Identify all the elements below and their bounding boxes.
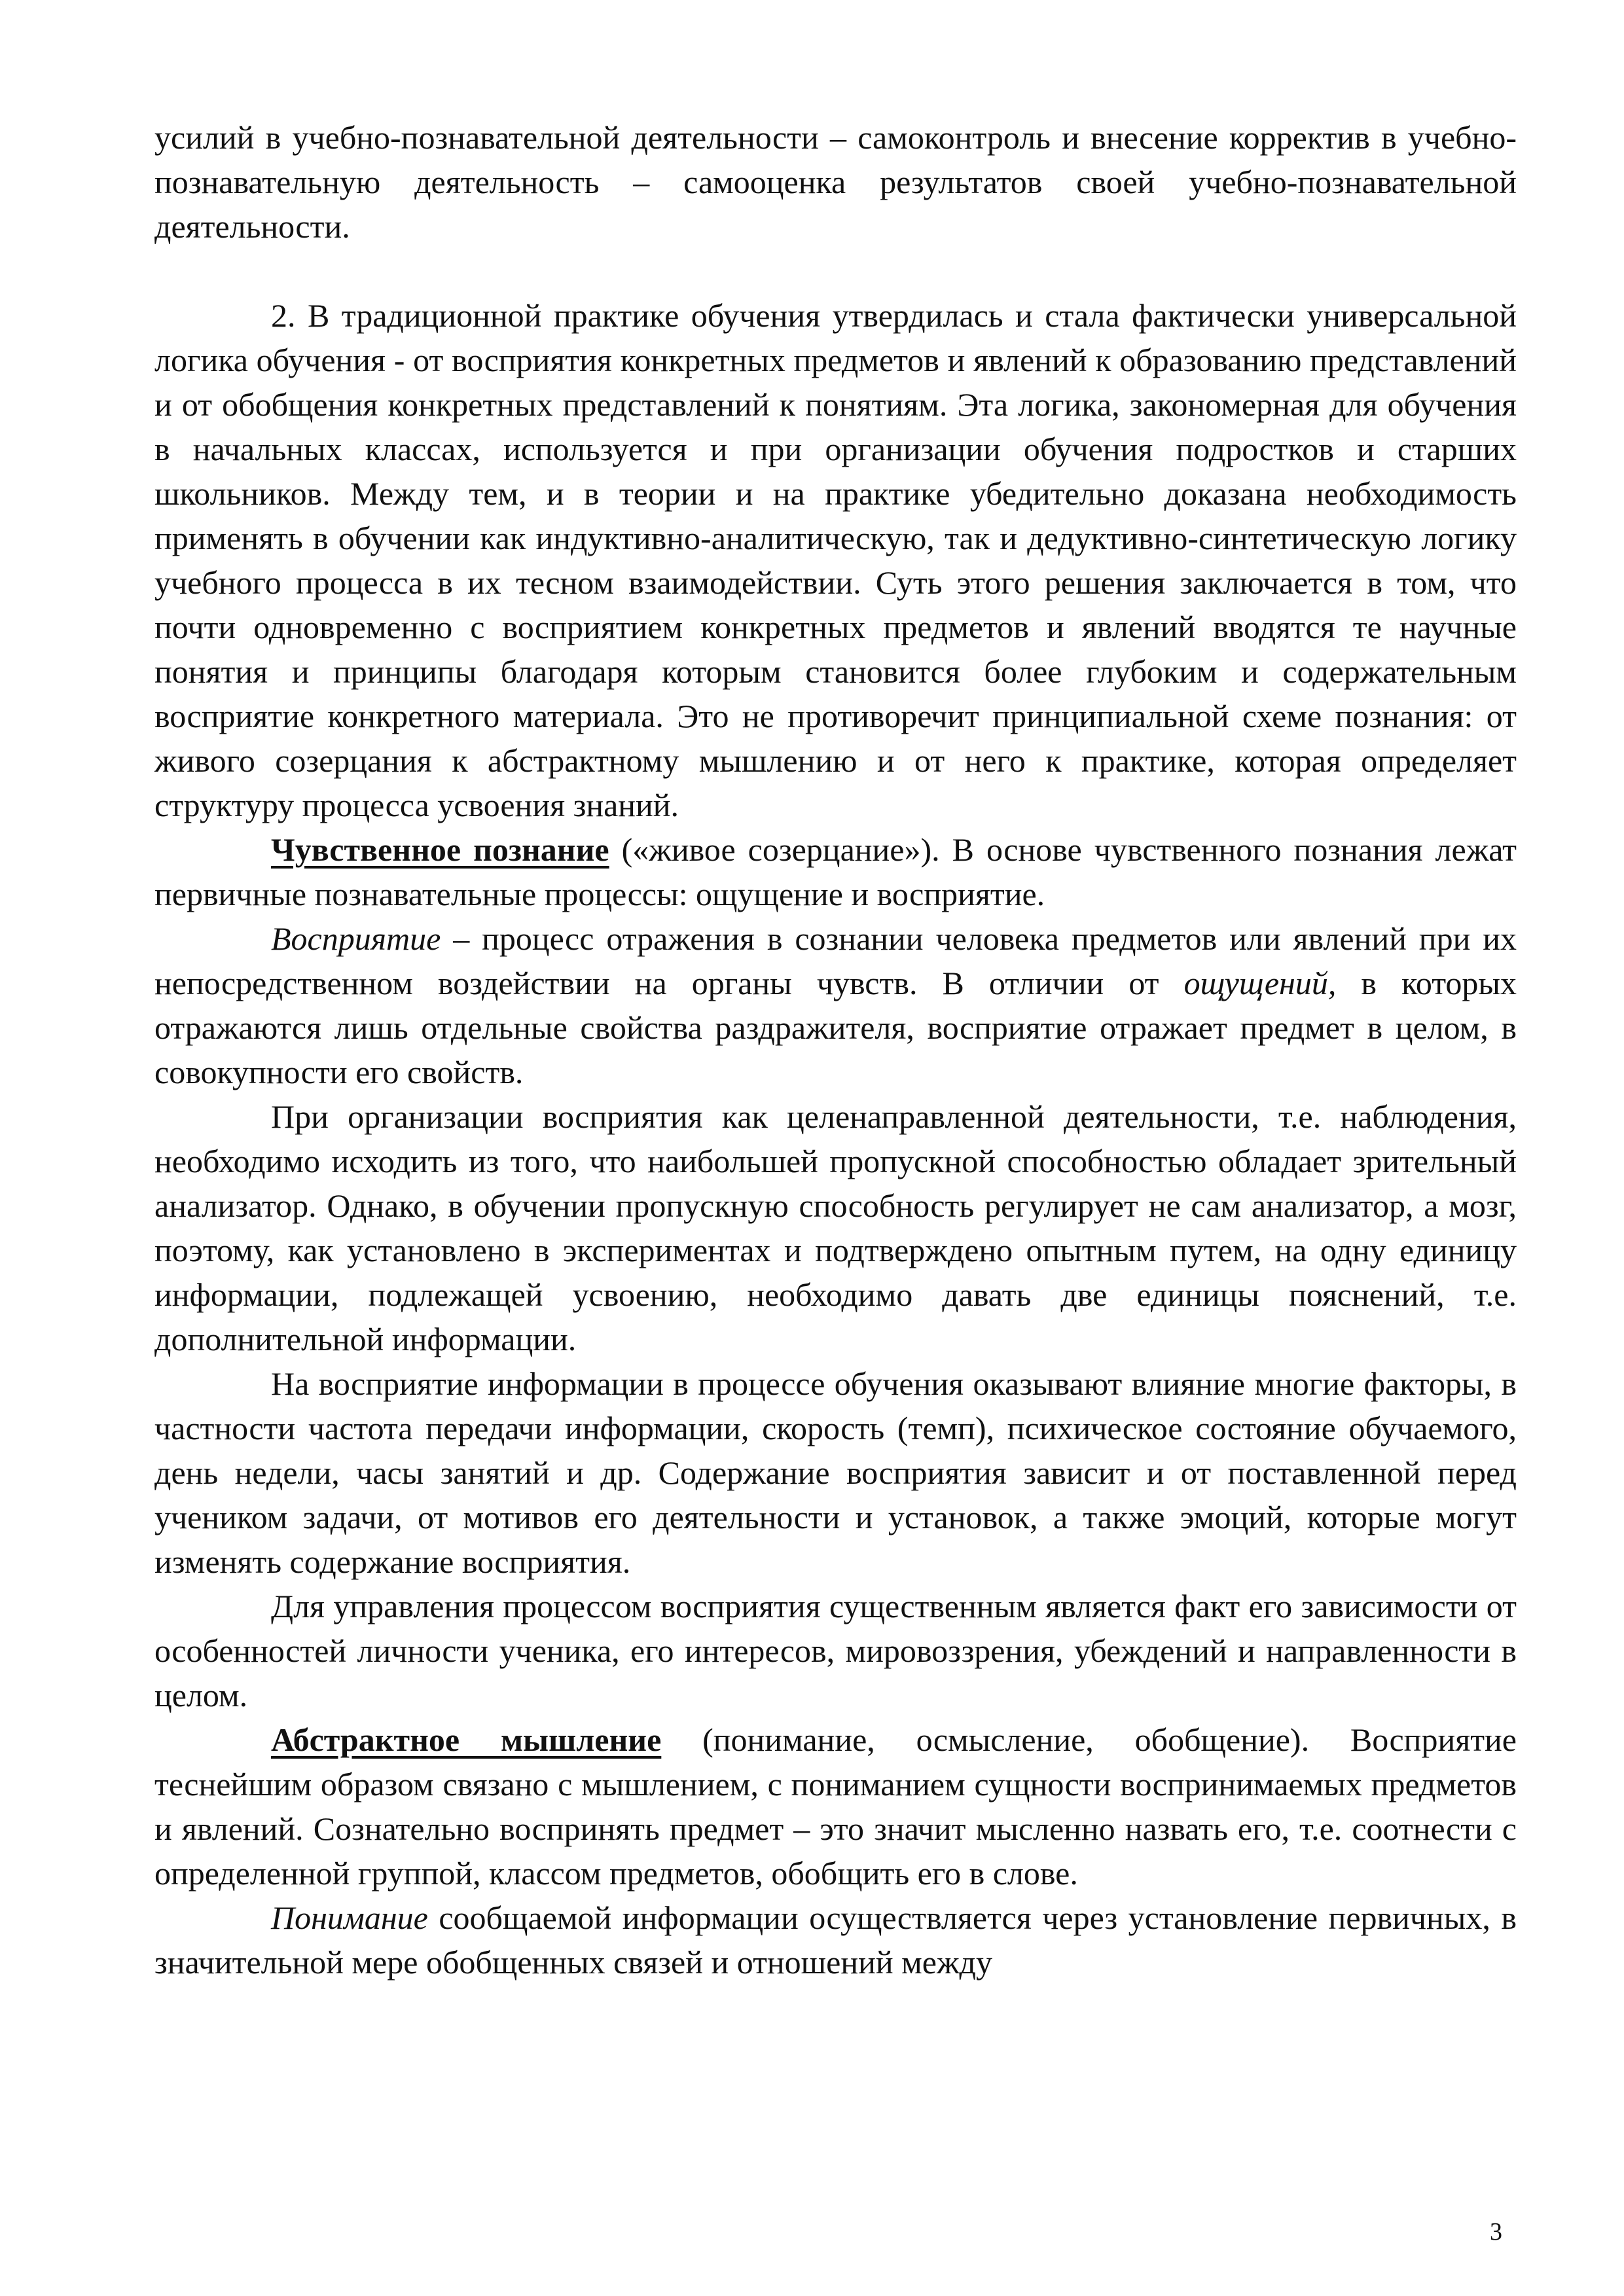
- term-perception: Восприятие: [271, 920, 441, 957]
- sensory-cognition-text: («живое созерцание»). В основе чувственного познания лежат первичные познавательные процессы: ощущение и восприятие.: [154, 831, 1517, 912]
- term-understanding: Понимание: [271, 1899, 428, 1936]
- paragraph-perception: [154, 916, 1517, 1094]
- term-sensations: ощущений,: [1183, 965, 1337, 1001]
- understanding-text: сообщаемой информации осуществляется через установление первичных, в значительной мере обобщенных связей и отношений между: [154, 1899, 1517, 1981]
- paragraph-factors: На восприятие информации в процессе обучения оказывают влияние многие факторы, в частности частота передачи информации, скорость (темп), психическое состояние обучаемого, день недели, часы занятий и др. Содержание восприятия зависит и от поставленной перед учеником задачи, от мотивов его деятельности и установок, а также эмоций, которые могут изменять содержание восприятия.: [154, 1365, 1517, 1580]
- paragraph-organization: При организации восприятия как целенаправленной деятельности, т.е. наблюдения, необходимо исходить из того, что наибольшей пропускной способностью обладает зрительный анализатор. Однако, в обучении пропускную способность регулирует не сам анализатор, а мозг, поэтому, как установлено в экспериментах и подтверждено опытным путем, на одну единицу информации, подлежащей усвоению, необходимо давать две единицы пояснений, т.е. дополнительной информации.: [154, 1098, 1517, 1357]
- paragraph-gap: [154, 249, 1517, 293]
- perception-text-1: – процесс отражения в сознании человека предметов или явлений при их непосредственном воздействии на органы чувств. В отличии от: [154, 920, 1517, 1001]
- perception-text-2: в которых отражаются лишь отдельные свойства раздражителя, восприятие отражает предмет в целом, в совокупности его свойств.: [154, 965, 1517, 1090]
- page-number: 3: [1490, 2218, 1502, 2246]
- paragraph-2: 2. В традиционной практике обучения утвердилась и стала фактически универсальной логика обучения - от восприятия конкретных предметов и явлений к образованию представлений и от обобщения конкретных представлений к понятиям. Эта логика, закономерная для обучения в начальных классах, используется и при организации обучения подростков и старших школьников. Между тем, и в теории и на практике убедительно доказана необходимость применять в обучении как индуктивно-аналитическую, так и дедуктивно-синтетическую логику учебного процесса в их тесном взаимодействии. Суть этого решения заключается в том, что почти одновременно с восприятием конкретных предметов и явлений вводятся те научные понятия и принципы благодаря которым становится более глубоким и содержательным восприятие конкретного материала. Это не противоречит принципиальной схеме познания: от живого созерцания к абстрактному мышлению и от него к практике, которая определяет структуру процесса усвоения знаний.: [154, 297, 1517, 823]
- paragraph-sensory-cognition: [154, 827, 1517, 916]
- document-page: [154, 115, 1517, 1984]
- heading-abstract-thinking: Абстрактное мышление: [271, 1721, 662, 1758]
- paragraph-continuation: усилий в учебно-познавательной деятельности – самоконтроль и внесение корректив в учебно- познавательную деятельность – самооценка результатов своей учебно-познавательной деятельности.: [154, 119, 1517, 245]
- paragraph-control: Для управления процессом восприятия существенным является факт его зависимости от особенностей личности ученика, его интересов, мировоззрения, убеждений и направленности в целом.: [154, 1588, 1517, 1713]
- heading-sensory-cognition: Чувственное познание: [271, 831, 609, 868]
- abstract-thinking-text: (понимание, осмысление, обобщение). Восприятие теснейшим образом связано с мышлением, с пониманием сущности воспринимаемых предметов и явлений. Сознательно воспринять предмет – это значит мысленно назвать его, т.е. соотнести с определенной группой, классом предметов, обобщить его в слове.: [154, 1721, 1517, 1892]
- paragraph-abstract-thinking: [154, 1717, 1517, 1895]
- paragraph-understanding: [154, 1895, 1517, 1984]
